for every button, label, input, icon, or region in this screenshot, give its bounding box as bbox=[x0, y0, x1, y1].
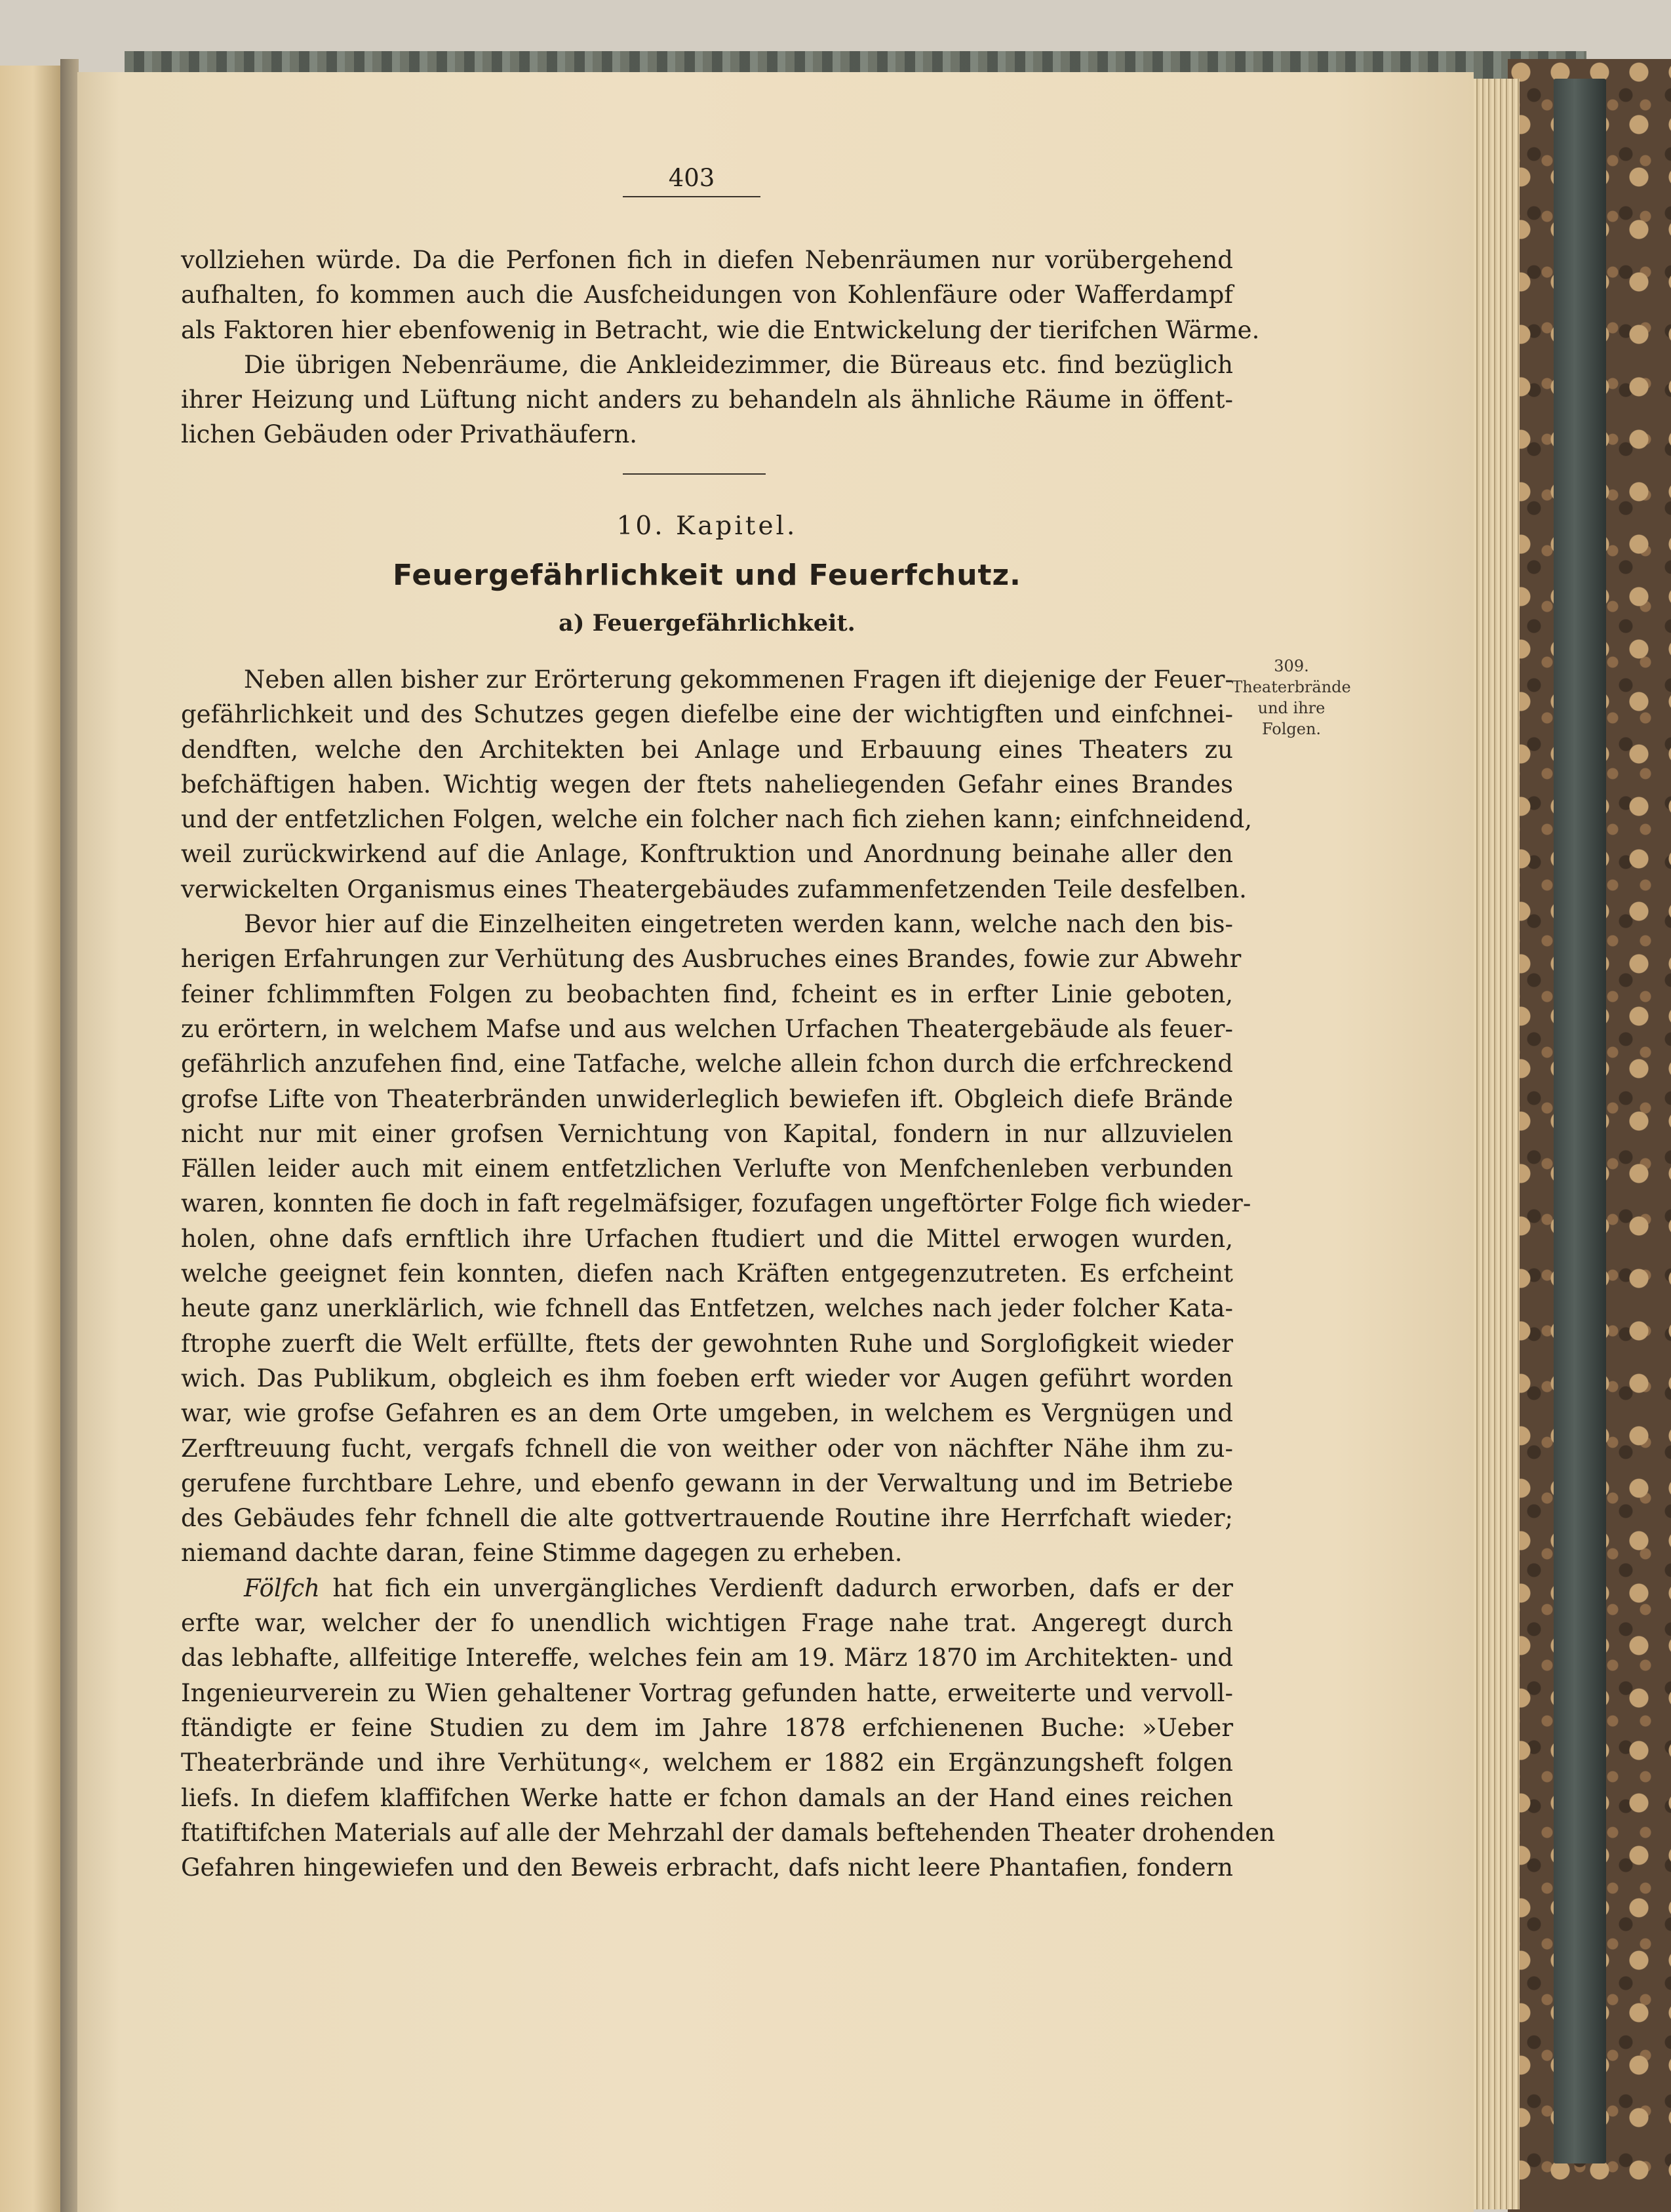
text-line: als Faktoren hier ebenfowenig in Betracht, wie die Entwickelung der tierifchen Wärme. bbox=[181, 315, 1260, 344]
text-line: waren, konnten fie doch in faft regelmäfsiger, fozufagen ungeftörter Folge fich wieder- bbox=[181, 1189, 1251, 1218]
text-line: befchäftigen haben. Wichtig wegen der ftets naheliegenden Gefahr eines Brandes bbox=[181, 770, 1233, 799]
text-line: grofse Lifte von Theaterbränden unwiderleglich bewiefen ift. Obgleich diefe Brände bbox=[181, 1084, 1233, 1113]
margin-note-number: 309. bbox=[1274, 657, 1309, 675]
text-line: gefährlichkeit und des Schutzes gegen diefelbe eine der wichtigften und einfchnei- bbox=[181, 700, 1233, 729]
cover-board bbox=[1554, 79, 1606, 2163]
text-line: holen, ohne dafs ernftlich ihre Urfachen ftudiert und die Mittel erwogen wurden, bbox=[181, 1224, 1233, 1253]
text-line: gerufene furchtbare Lehre, und ebenfo gewann in der Verwaltung und im Betriebe bbox=[181, 1469, 1233, 1497]
page-number: 403 bbox=[623, 164, 760, 197]
text-fragment: hat fich ein unvergängliches Verdienft dadurch erworben, dafs er der bbox=[332, 1573, 1233, 1602]
text-line: Zerftreuung fucht, vergafs fchnell die von weither oder von nächfter Nähe ihm zu- bbox=[181, 1434, 1233, 1463]
section-title: a) Feuergefährlichkeit. bbox=[559, 610, 855, 637]
margin-note-line: Folgen. bbox=[1261, 720, 1322, 738]
text-line: Bevor hier auf die Einzelheiten eingetreten werden kann, welche nach den bis- bbox=[244, 910, 1233, 939]
text-line: vollziehen würde. Da die Perfonen fich in diefen Nebenräumen nur vorübergehend bbox=[181, 246, 1233, 274]
text-line: feiner fchlimmften Folgen zu beobachten find, fcheint es in erfter Linie geboten, bbox=[181, 979, 1233, 1008]
text-line: war, wie grofse Gefahren es an dem Orte umgeben, in welchem es Vergnügen und bbox=[181, 1399, 1233, 1428]
text-line: heute ganz unerklärlich, wie fchnell das Entfetzen, welches nach jeder folcher Kata- bbox=[181, 1294, 1233, 1323]
text-line: Die übrigen Nebenräume, die Ankleidezimmer, die Büreaus etc. find bezüglich bbox=[244, 350, 1233, 379]
margin-note-line: und ihre bbox=[1257, 699, 1326, 717]
separator-rule bbox=[623, 473, 766, 475]
chapter-title: Feuergefährlichkeit und Feuerfchutz. bbox=[393, 559, 1021, 592]
text-line: welche geeignet fein konnten, diefen nach Kräften entgegenzutreten. Es erfcheint bbox=[181, 1259, 1233, 1288]
text-line: verwickelten Organismus eines Theatergebäudes zufammenfetzenden Teile desfelben. bbox=[181, 875, 1247, 903]
text-line: ftändigte er feine Studien zu dem im Jahre 1878 erfchienenen Buche: »Ueber bbox=[181, 1713, 1233, 1742]
book-gutter bbox=[60, 59, 79, 2212]
text-line: Theaterbrände und ihre Verhütung«, welchem er 1882 ein Ergänzungsheft folgen bbox=[181, 1748, 1233, 1777]
text-line: dendften, welche den Architekten bei Anlage und Erbauung eines Theaters zu bbox=[181, 735, 1233, 764]
margin-note-line: Theaterbrände bbox=[1232, 678, 1351, 696]
text-line: das lebhafte, allfeitige Intereffe, welches fein am 19. März 1870 im Architekten- und bbox=[181, 1644, 1233, 1672]
text-line: Ingenieurverein zu Wien gehaltener Vortrag gefunden hatte, erweiterte und vervoll- bbox=[181, 1678, 1233, 1707]
text-line: gefährlich anzufehen find, eine Tatfache, welche allein fchon durch die erfchreckend bbox=[181, 1050, 1233, 1078]
text-line: Gefahren hingewiefen und den Beweis erbracht, dafs nicht leere Phantafien, fondern bbox=[181, 1853, 1233, 1882]
page-edges bbox=[1474, 79, 1520, 2209]
text-line: ihrer Heizung und Lüftung nicht anders zu behandeln als ähnliche Räume in öffent- bbox=[181, 385, 1233, 414]
previous-page-edge bbox=[0, 66, 60, 2212]
intro-paragraph-1 bbox=[181, 243, 1260, 452]
text-line: Neben allen bisher zur Erörterung gekommenen Fragen ift diejenige der Feuer- bbox=[244, 665, 1233, 694]
text-line-author bbox=[181, 1571, 1233, 1606]
body-text bbox=[181, 662, 1275, 1885]
text-line: aufhalten, fo kommen auch die Ausfcheidungen von Kohlenfäure oder Wafferdampf bbox=[181, 281, 1233, 309]
text-line: nicht nur mit einer grofsen Vernichtung von Kapital, fondern in nur allzuvielen bbox=[181, 1119, 1233, 1148]
text-line: niemand dachte daran, feine Stimme dagegen zu erheben. bbox=[181, 1539, 903, 1568]
text-line: und der entfetzlichen Folgen, welche ein folcher nach fich ziehen kann; einfchneidend, bbox=[181, 805, 1253, 834]
text-line: zu erörtern, in welchem Mafse und aus welchen Urfachen Theatergebäude als feuer- bbox=[181, 1014, 1233, 1043]
text-line: Fällen leider auch mit einem entfetzlichen Verlufte von Menfchenleben verbunden bbox=[181, 1155, 1233, 1183]
text-line: ftrophe zuerft die Welt erfüllte, ftets der gewohnten Ruhe und Sorglofigkeit wieder bbox=[181, 1329, 1233, 1358]
text-line: erfte war, welcher der fo unendlich wichtigen Frage nahe trat. Angeregt durch bbox=[181, 1609, 1233, 1638]
text-line: liefs. In diefem klaffifchen Werke hatte er fchon damals an der Hand eines reichen bbox=[181, 1783, 1233, 1812]
author-name: Fölfch bbox=[244, 1573, 321, 1602]
text-line: lichen Gebäuden oder Privathäufern. bbox=[181, 420, 638, 449]
text-line: ftatiftifchen Materials auf alle der Mehrzahl der damals beftehenden Theater drohenden bbox=[181, 1818, 1275, 1847]
chapter-number: 10. Kapitel. bbox=[616, 511, 798, 541]
text-line: herigen Erfahrungen zur Verhütung des Ausbruches eines Brandes, fowie zur Abwehr bbox=[181, 945, 1242, 974]
margin-note bbox=[1226, 656, 1357, 740]
text-line: wich. Das Publikum, obgleich es ihm foeben erft wieder vor Augen geführt worden bbox=[181, 1364, 1233, 1392]
text-line: des Gebäudes fehr fchnell die alte gottvertrauende Routine ihre Herrfchaft wieder; bbox=[181, 1504, 1233, 1533]
text-line: weil zurückwirkend auf die Anlage, Konftruktion und Anordnung beinahe aller den bbox=[181, 840, 1233, 869]
